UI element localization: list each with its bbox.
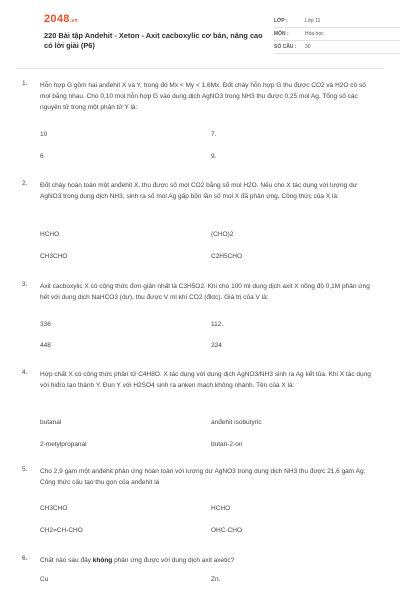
- question-number: 3.: [22, 281, 28, 288]
- question-text-emphasis: không: [92, 557, 113, 564]
- answer-option-a[interactable]: 10: [40, 131, 48, 138]
- answer-option-b[interactable]: (CHO)2: [211, 231, 234, 238]
- question-text: Hợp chất X có công thức phân tử C4H8O. X tác dụng với dung dịch AgNO3/NH3 sinh ra Ag kết tủa. Khi X tác dụng với hiđro tạo thành Y. Đun Y với H2SO4 sinh ra anken mạch không nhánh. Tên của X là:: [40, 371, 371, 389]
- question-text: Đốt cháy hoàn toàn một anđehit X, thu được số mol CO2 bằng số mol H2O. Nếu cho X tác dụng với lượng dư AgNO3 trong dung dịch NH3, sinh ra số mol Ag gấp bốn lần số mol X đã phản ứng. Công thức của X là:: [40, 182, 358, 200]
- header-divider: [16, 68, 384, 69]
- answer-option-d[interactable]: OHC-CHO: [211, 527, 243, 534]
- question-1: [22, 80, 372, 160]
- question-6: [22, 555, 372, 595]
- meta-value-question-count: 30: [305, 44, 311, 50]
- meta-value-class: Lớp 11: [305, 18, 321, 24]
- logo-main: 2048: [44, 13, 70, 25]
- answer-option-b[interactable]: 7.: [211, 131, 217, 138]
- answer-option-b[interactable]: 112.: [211, 321, 224, 328]
- question-text: Hỗn hợp G gồm hai anđehit X và Y, trong đó Mx < My < 1,6Mx. Đốt cháy hỗn hợp G thu được CO2 và H2O có số mol bằng nhau. Cho 0,10 mol hỗn hợp G vào dung dịch AgNO3 trong NH3 thu được 0,25 mol Ag. Tổng số các nguyên tử trong một phân tử Y là:: [40, 82, 366, 111]
- meta-row-class: [274, 15, 400, 28]
- answer-option-b[interactable]: anđehit isobutyric: [211, 419, 262, 426]
- question-text-before: Chất nào sau đây: [40, 557, 93, 564]
- answer-option-d[interactable]: 224: [211, 342, 222, 349]
- answer-option-c[interactable]: CH2=CH-CHO: [40, 527, 83, 534]
- answer-option-c[interactable]: 6: [40, 153, 44, 160]
- logo-suffix: .vn: [69, 18, 78, 24]
- question-text-after: phản ứng được với dung dịch axit axetic?: [112, 557, 235, 564]
- question-3: [22, 281, 372, 356]
- answer-option-a[interactable]: Cu: [40, 576, 49, 583]
- question-number: 4.: [22, 369, 28, 376]
- meta-row-question-count: [274, 41, 400, 54]
- meta-label-subject: MÔN :: [274, 31, 289, 37]
- answer-option-c[interactable]: 2-metylpropanal: [40, 441, 87, 448]
- question-number: 5.: [22, 466, 28, 473]
- question-2: [22, 180, 372, 265]
- question-text: Axit cacboxylic X có công thức đơn giản nhất là C3H5O2. Khi cho 100 ml dung dịch axit X nồng độ 0,1M phản ứng hết với dung dịch NaHCO3 (dư), thu được V ml khí CO2 (đktc). Giá trị của V là:: [40, 283, 370, 301]
- site-logo[interactable]: [44, 13, 78, 25]
- meta-label-class: LỚP :: [274, 18, 288, 24]
- answer-option-c[interactable]: CH3CHO: [40, 253, 68, 260]
- answer-option-a[interactable]: HCHO: [40, 231, 60, 238]
- page-title: 220 Bài tập Andehit - Xeton - Axit cacboxylic cơ bản, nâng cao có lời giải (P6): [44, 31, 263, 50]
- worksheet-meta: [274, 15, 400, 54]
- answer-option-d[interactable]: C2H5CHO: [211, 253, 243, 260]
- answer-option-d[interactable]: butan-2-on: [211, 441, 243, 448]
- answer-option-b[interactable]: Zn.: [211, 576, 221, 583]
- meta-row-subject: [274, 28, 400, 41]
- question-number: 1.: [22, 80, 28, 87]
- meta-label-question-count: SỐ CÂU :: [274, 44, 297, 50]
- meta-value-subject: Hóa học: [305, 31, 324, 37]
- answer-option-d[interactable]: 9.: [211, 153, 217, 160]
- worksheet-header: [22, 0, 378, 62]
- answer-option-b[interactable]: HCHO: [211, 505, 231, 512]
- answer-option-a[interactable]: 336: [40, 321, 51, 328]
- question-number: 2.: [22, 180, 28, 187]
- answer-option-a[interactable]: butanal: [40, 419, 62, 426]
- answer-option-c[interactable]: 448: [40, 342, 51, 349]
- answer-option-a[interactable]: CH3CHO: [40, 505, 68, 512]
- question-number: 6.: [22, 555, 28, 562]
- question-text: [40, 555, 372, 566]
- question-4: [22, 369, 372, 454]
- question-text: Cho 2,9 gam một anđehit phản ứng hoàn toàn với lượng dư AgNO3 trong dung dịch NH3 thu được 21,6 gam Ag. Công thức cấu tạo thu gọn của anđehit là: [40, 468, 366, 486]
- question-5: [22, 466, 372, 541]
